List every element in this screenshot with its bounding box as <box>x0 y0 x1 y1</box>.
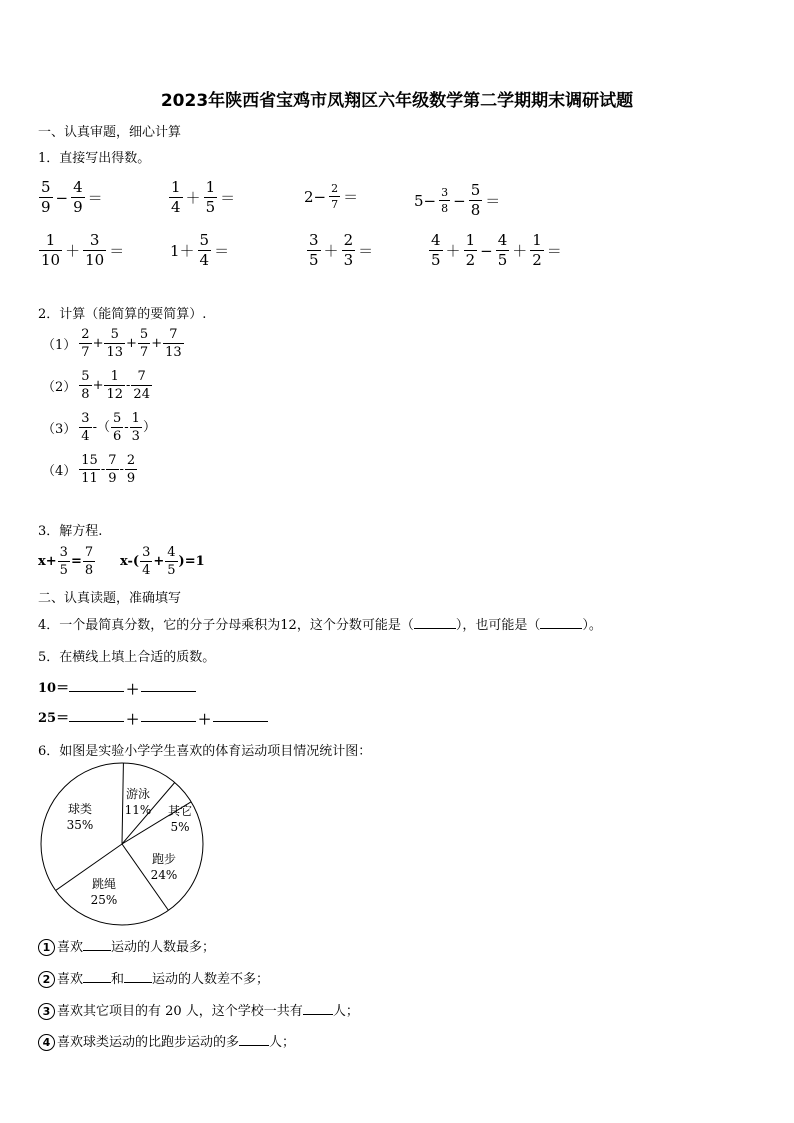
q6-sub-3: 3 喜欢其它项目的有 20 人，这个学校一共有 人； <box>38 1000 359 1020</box>
sports-pie-chart <box>36 760 208 928</box>
circled-number-4: 4 <box>38 1034 55 1051</box>
q4-blank-2[interactable] <box>540 628 582 629</box>
q5-blank[interactable] <box>69 691 124 692</box>
pie-slice-value: 5% <box>170 820 190 834</box>
q2-item-3: （3） $\frac{3}{4}$ -（ $\frac{5}{6}$ - $\frac{1}{3}$ ） <box>42 411 156 444</box>
q6-sub-4: 4 喜欢球类运动的比跑步运动的多 人； <box>38 1031 295 1051</box>
q6-blank[interactable] <box>83 982 111 983</box>
page-title: 2023年陕西省宝鸡市凤翔区六年级数学第二学期期末调研试题 <box>160 91 634 111</box>
pie-slice-label: 其它 <box>167 804 193 818</box>
q6-blank[interactable] <box>239 1045 269 1046</box>
q6-blank[interactable] <box>303 1014 333 1015</box>
pie-slice-label: 跑步 <box>151 852 177 866</box>
q2-label: 2．计算（能简算的要简算）. <box>38 307 207 322</box>
circled-number-2: 2 <box>38 971 55 988</box>
q1-item-3: 2− $\frac{2}{7}$ ＝ <box>304 182 359 211</box>
q6-label: 6．如图是实验小学学生喜欢的体育运动项目情况统计图： <box>38 744 372 759</box>
pie-slice-label: 跳绳 <box>91 877 117 891</box>
q1-item-2: $\frac{1}{4}$ ＋ $\frac{1}{5}$ ＝ <box>171 178 236 216</box>
q1-label: 1．直接写出得数。 <box>38 151 151 166</box>
circled-number-3: 3 <box>38 1003 55 1020</box>
q4-blank-1[interactable] <box>414 628 456 629</box>
pie-slice-value: 11% <box>124 803 152 817</box>
pie-slice-value: 25% <box>90 893 118 907</box>
pie-slice-label: 球类 <box>67 802 93 816</box>
q2-item-1: （1） $\frac{2}{7}$ + $\frac{5}{13}$ + $\frac{5}{7}$ + $\frac{7}{13}$ <box>42 327 182 360</box>
q6-sub-2: 2 喜欢 和 运动的人数差不多； <box>38 968 269 988</box>
q5-line-1: 10＝ ＋ <box>38 677 196 698</box>
q3-label: 3．解方程. <box>38 524 103 539</box>
pie-slice-value: 24% <box>150 868 178 882</box>
q1-item-7: $\frac{3}{5}$ ＋ $\frac{2}{3}$ ＝ <box>309 231 374 269</box>
q1-item-8: $\frac{4}{5}$ ＋ $\frac{1}{2}$ − $\frac{4}{5}$ ＋ $\frac{1}{2}$ ＝ <box>431 231 562 269</box>
pie-slice-value: 35% <box>66 818 94 832</box>
circled-number-1: 1 <box>38 939 55 956</box>
q2-item-2: （2） $\frac{5}{8}$ + $\frac{1}{12}$ - $\frac{7}{24}$ <box>42 369 150 402</box>
q6-sub-1: 1 喜欢 运动的人数最多； <box>38 936 215 956</box>
q4-text: 4．一个最简真分数，它的分子分母乘积为12，这个分数可能是（ ），也可能是（ ）。 <box>38 618 602 633</box>
q5-blank[interactable] <box>69 721 124 722</box>
q1-item-1: $\frac{5}{9}$ − $\frac{4}{9}$ ＝ <box>41 178 103 216</box>
section-2-heading: 二、认真读题，准确填写 <box>38 591 182 606</box>
q5-label: 5．在横线上填上合适的质数。 <box>38 650 216 665</box>
q6-blank[interactable] <box>83 950 111 951</box>
q1-item-5: $\frac{1}{10}$ ＋ $\frac{3}{10}$ ＝ <box>41 231 125 269</box>
q1-item-6: 1＋ $\frac{5}{4}$ ＝ <box>170 231 230 269</box>
q5-blank[interactable] <box>141 721 196 722</box>
q5-blank[interactable] <box>213 721 268 722</box>
pie-slice-label: 游泳 <box>125 787 151 801</box>
q3-equation-2: x-( $\frac{3}{4}$ + $\frac{4}{5}$ )=1 <box>120 545 205 578</box>
q2-item-4: （4） $\frac{15}{11}$ - $\frac{7}{9}$ - $\frac{2}{9}$ <box>42 453 136 486</box>
q5-line-2: 25＝ ＋ ＋ <box>38 707 268 728</box>
section-1-heading: 一、认真审题，细心计算 <box>38 125 182 140</box>
q3-equation-1: x+ $\frac{3}{5}$ = $\frac{7}{8}$ <box>38 545 94 578</box>
q1-item-4: 5− $\frac{3}{8}$ − $\frac{5}{8}$ ＝ <box>414 181 501 219</box>
q5-blank[interactable] <box>141 691 196 692</box>
q6-blank[interactable] <box>124 982 152 983</box>
